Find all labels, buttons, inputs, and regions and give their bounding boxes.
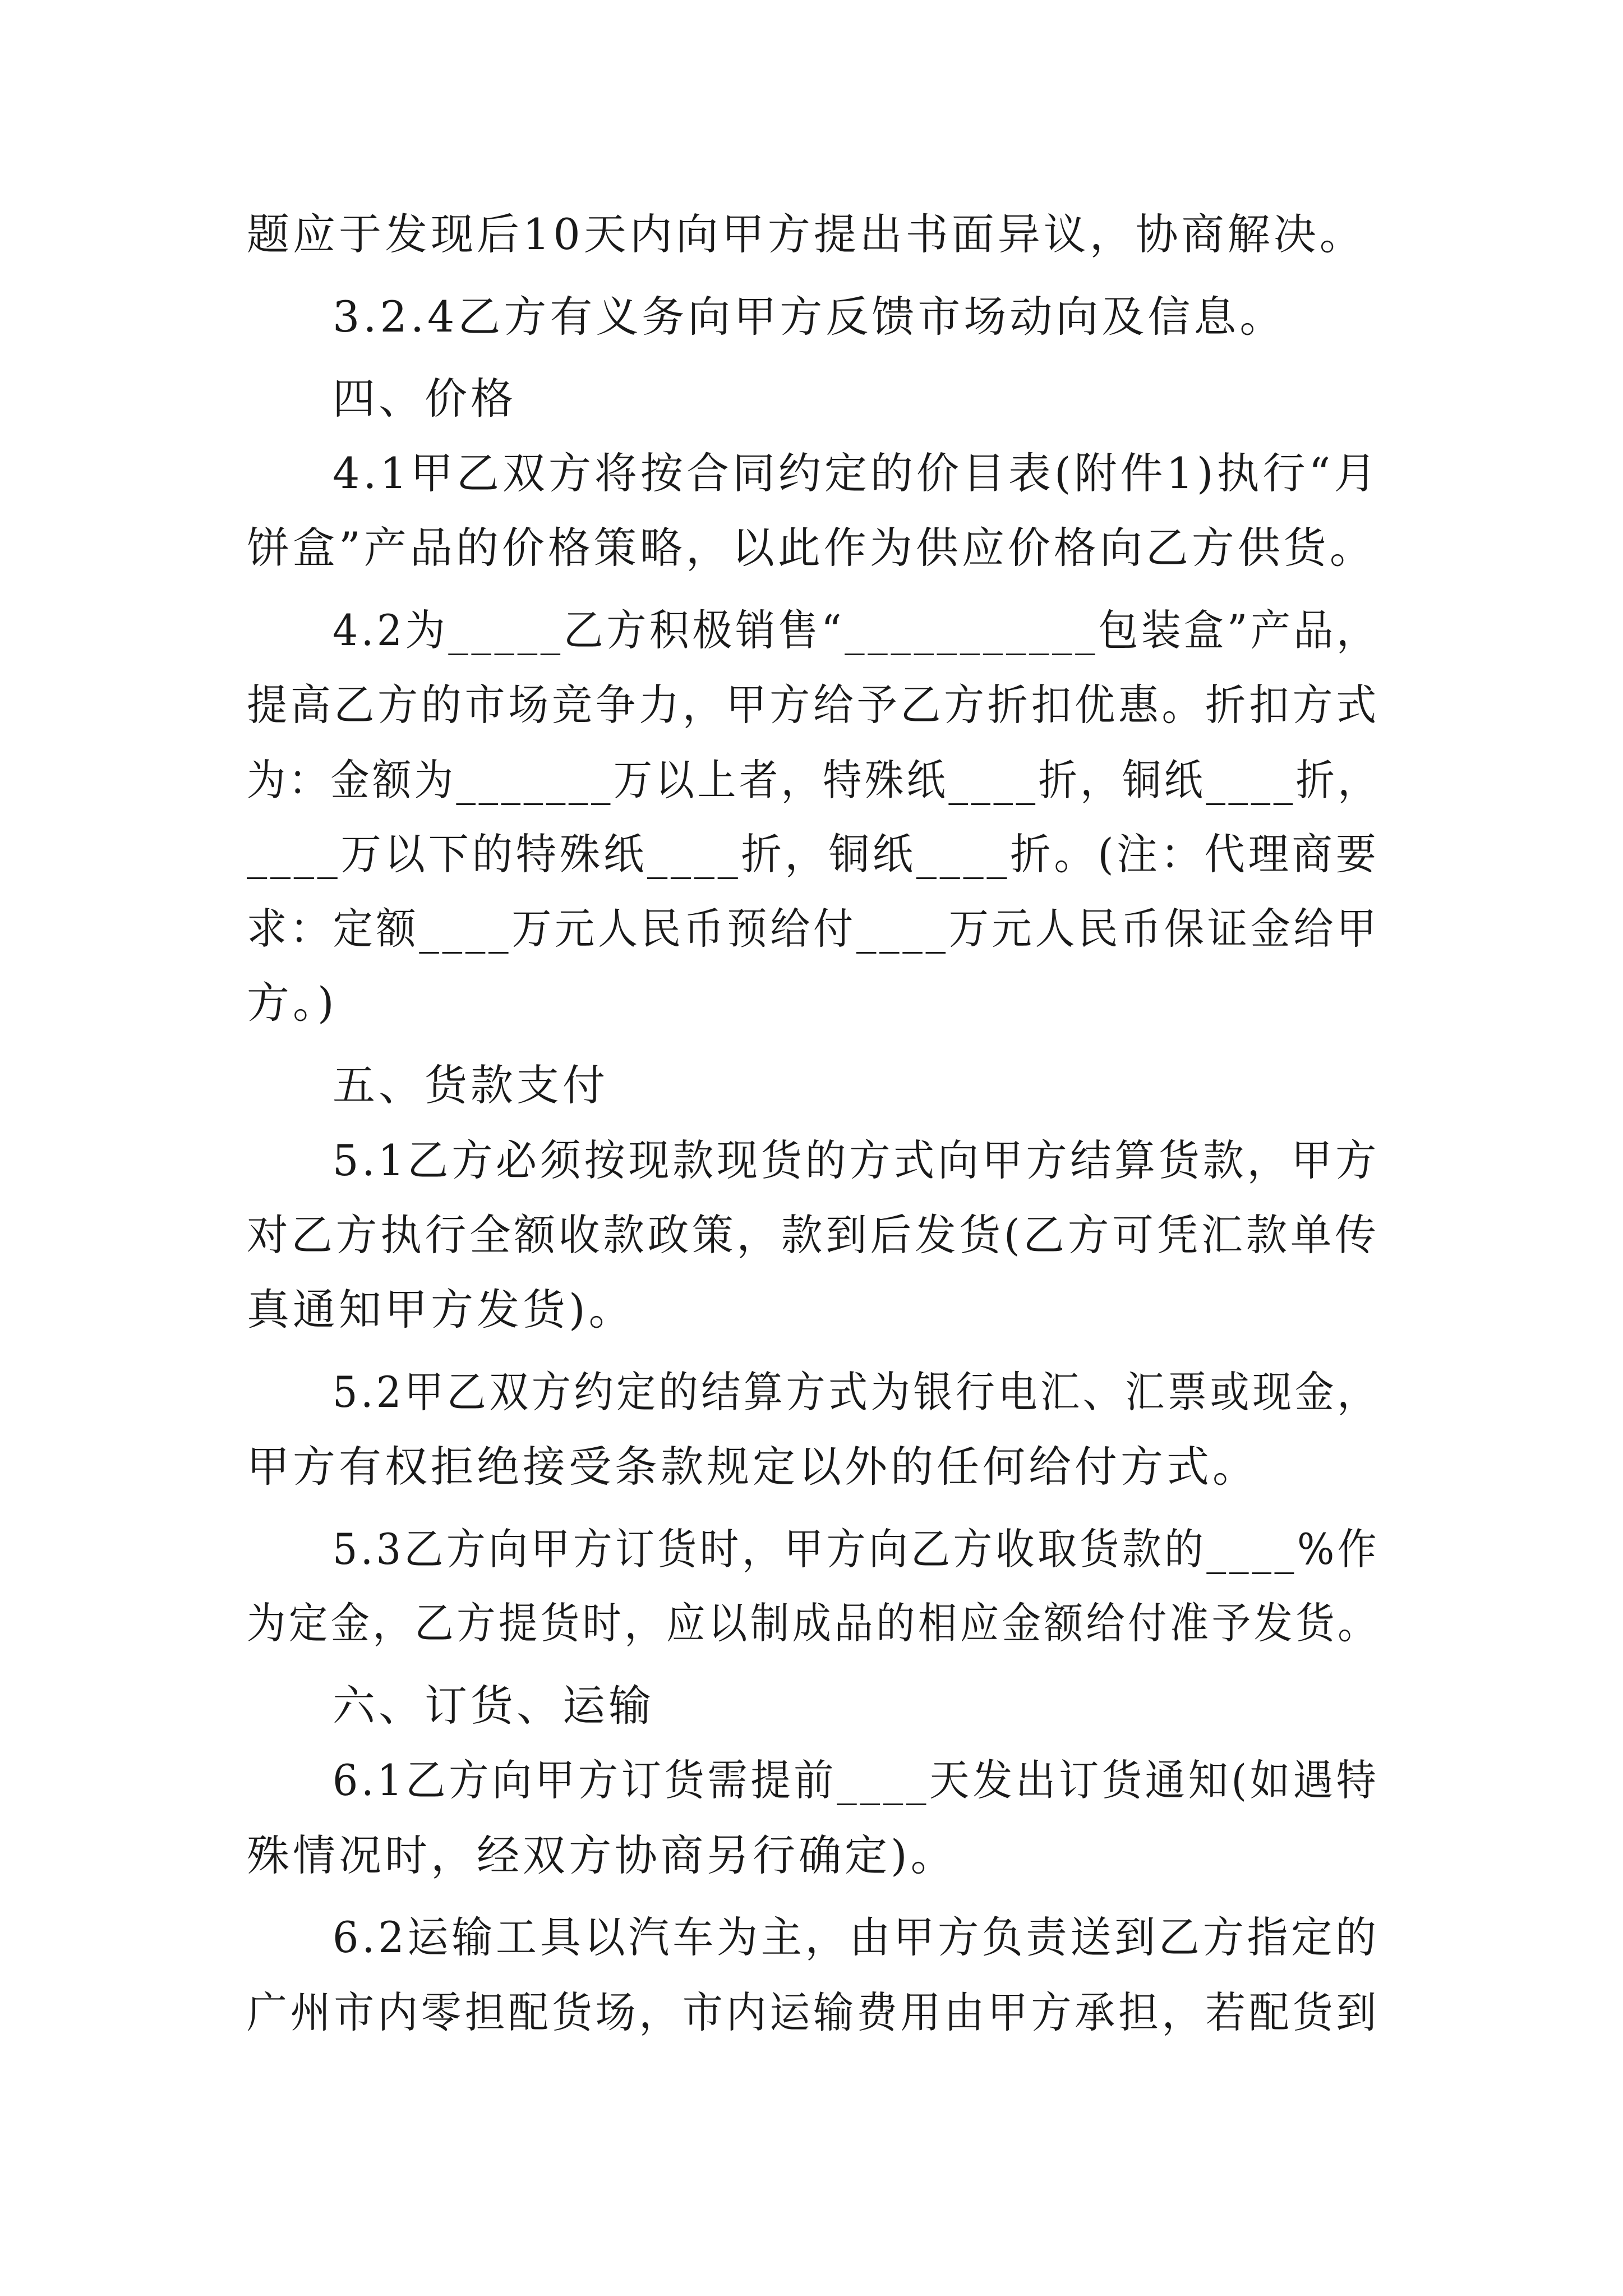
paragraph-line: 广州市内零担配货场，市内运输费用由甲方承担，若配货到	[247, 1987, 1380, 2037]
paragraph-line: 求：定额____万元人民币预给付____万元人民币保证金给甲	[247, 904, 1380, 954]
clause-6-1: 6.1乙方向甲方订货需提前____天发出订货通知(如遇特	[333, 1755, 1380, 1805]
paragraph-line: 为：金额为_______万以上者，特殊纸____折，铜纸____折，	[247, 755, 1380, 805]
paragraph-line: 殊情况时，经双方协商另行确定)。	[247, 1830, 957, 1880]
clause-4-1: 4.1甲乙双方将按合同约定的价目表(附件1)执行“月	[333, 448, 1380, 498]
clause-5-2: 5.2甲乙双方约定的结算方式为银行电汇、汇票或现金，	[333, 1367, 1380, 1417]
paragraph-line: 饼盒”产品的价格策略，以此作为供应价格向乙方供货。	[247, 523, 1376, 573]
clause-3-2-4: 3.2.4乙方有义务向甲方反馈市场动向及信息。	[333, 292, 1286, 342]
section-heading-ordering-transport: 六、订货、运输	[333, 1681, 654, 1731]
clause-4-2: 4.2为_____乙方积极销售“___________包装盒”产品，	[333, 605, 1380, 655]
paragraph-line: ____万以下的特殊纸____折，铜纸____折。(注：代理商要	[247, 829, 1380, 879]
clause-5-3: 5.3乙方向甲方订货时，甲方向乙方收取货款的____%作	[333, 1524, 1380, 1574]
paragraph-line: 为定金，乙方提货时，应以制成品的相应金额给付准予发货。	[247, 1598, 1380, 1648]
paragraph-line: 甲方有权拒绝接受条款规定以外的任何给付方式。	[247, 1442, 1258, 1492]
section-heading-price: 四、价格	[333, 374, 517, 424]
paragraph-line: 对乙方执行全额收款政策，款到后发货(乙方可凭汇款单传	[247, 1210, 1380, 1260]
section-heading-payment: 五、货款支付	[333, 1060, 608, 1110]
clause-6-2: 6.2运输工具以汽车为主，由甲方负责送到乙方指定的	[333, 1912, 1380, 1962]
paragraph-line: 提高乙方的市场竞争力，甲方给予乙方折扣优惠。折扣方式	[247, 680, 1380, 730]
paragraph-line: 方。)	[247, 978, 338, 1028]
paragraph-line: 题应于发现后10天内向甲方提出书面异议，协商解决。	[247, 209, 1366, 259]
clause-5-1: 5.1乙方必须按现款现货的方式向甲方结算货款，甲方	[333, 1135, 1380, 1185]
paragraph-line: 真通知甲方发货)。	[247, 1285, 635, 1335]
